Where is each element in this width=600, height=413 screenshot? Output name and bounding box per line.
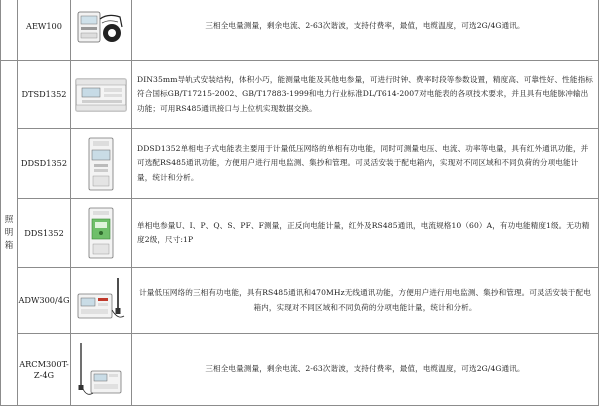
table-row [1, 129, 599, 199]
product-image-cell [71, 61, 132, 129]
model-cell: DTSD1352 [18, 61, 71, 129]
description-cell: DIN35mm导轨式安装结构，体积小巧，能测量电能及其他电参量，可进行时钟、费率时段等参数设置，精度高、可靠性好、性能指标符合国标GB/T17215-2002、GB/T17883-1999和电力行业标准DL/T614-2007对电能表的各项技术要求，并且具有电能脉冲输出功能；可用RS485通讯接口与上位机实现数据交换。 [132, 61, 599, 129]
description-cell: 三相全电量测量，剩余电流、2-63次谐波，支持付费率，最值，电缆温度，可选2G/4G通讯。 [132, 0, 599, 61]
table-row [1, 268, 599, 334]
category-cell-previous [1, 0, 18, 61]
table-row [1, 199, 599, 268]
product-image-cell [71, 334, 132, 406]
model-cell: ADW300/4G [18, 268, 71, 334]
dtsd1352-din-rail-meter-image [71, 76, 131, 114]
product-image-cell [71, 199, 132, 268]
model-cell: AEW100 [18, 0, 71, 61]
category-cell [1, 61, 18, 406]
product-image-cell [71, 0, 132, 61]
table-row [1, 61, 599, 129]
ddsd1352-single-phase-meter-image [71, 136, 131, 192]
adw300-wireless-meter-image [71, 276, 131, 326]
description-cell: 三相全电量测量，剩余电流、2-63次谐波，支持付费率，最值，电缆温度，可选2G/4G通讯。 [132, 334, 599, 406]
product-image-cell [71, 129, 132, 199]
aew100-meter-with-ct-image [71, 7, 131, 47]
arcm300t-monitor-with-antenna-image [71, 341, 131, 399]
table-row [1, 0, 599, 61]
description-cell: 单相电参量U、I、P、Q、S、PF、F测量，正反向电能计量，红外及RS485通讯，电流规格10（60）A，有功电能精度1级。无功精度2级，尺寸:1P [132, 199, 599, 268]
model-cell: DDS1352 [18, 199, 71, 268]
product-image-cell [71, 268, 132, 334]
category-label: 照明箱 [4, 214, 14, 251]
description-cell: DDSD1352单相电子式电能表主要用于计量低压网络的单相有功电能，同时可测量电压、电流、功率等电量，具有红外通讯功能，并可选配RS485通讯功能，方便用户进行用电监测、集抄和管理。可灵活安装于配电箱内，实现对不同区域和不同负荷的分项电能计量，统计和分析。 [132, 129, 599, 199]
description-cell: 计量低压网络的三相有功电能，具有RS485通讯和470MHz无线通讯功能，方便用户进行用电监测、集抄和管理。可灵活安装于配电箱内，实现对不同区域和不同负荷的分项电能计量，统计和分析。 [132, 268, 599, 334]
dds1352-green-meter-image [71, 206, 131, 260]
table-row [1, 334, 599, 406]
model-cell: ARCM300T-Z-4G [18, 334, 71, 406]
model-cell: DDSD1352 [18, 129, 71, 199]
